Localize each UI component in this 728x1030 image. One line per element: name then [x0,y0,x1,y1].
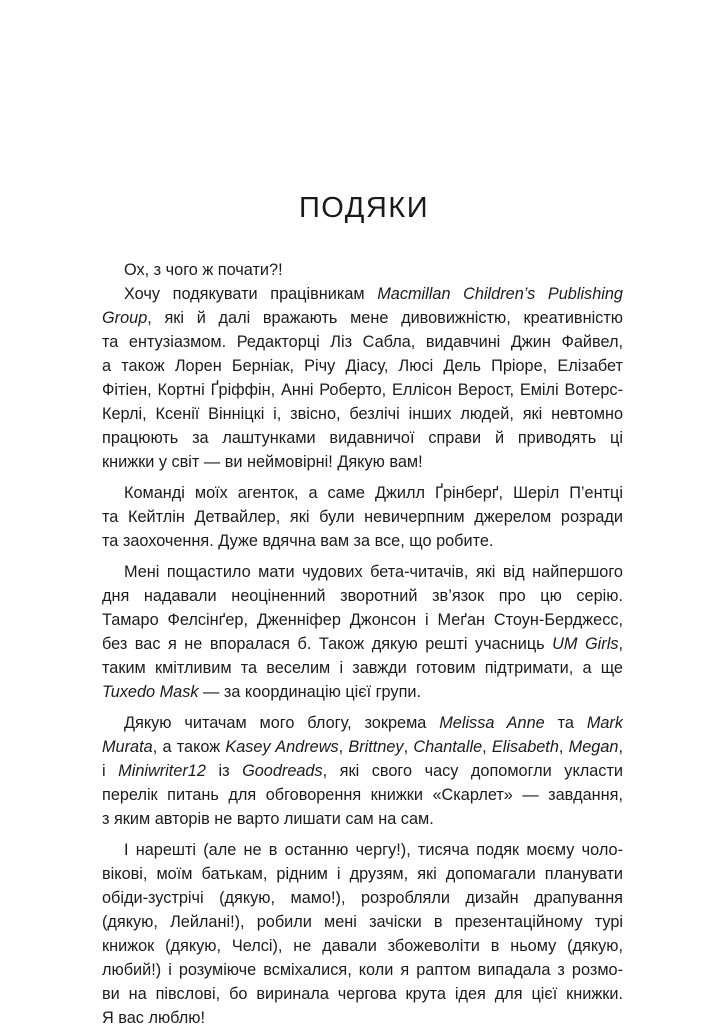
text-run: а також Лорен Берніак, Річу Діасу, Люсі Дель Пріоре, Елізабет [102,357,623,375]
text-run: дня надавали неоціненний зворотний зв’язок про цю серію. [102,587,623,605]
italic-text-run: Miniwriter12 [118,762,206,780]
text-run: Я вас люблю! [102,1009,206,1027]
text-run: обіди-зустрічі (дякую, мамо!), розробляли дизайн драпування [102,889,623,907]
text-line [102,378,623,402]
text-run: , [482,738,492,756]
text-run: , які свого часу допомогли укласти [322,762,623,780]
text-run: Керлі, Ксенії Вінніцкі і, звісно, безлічі інших людей, які невтомно [102,405,623,423]
italic-text-run: Goodreads [242,762,323,780]
text-run: перелік питань для обговорення книжки «Скарлет» — завдання, [102,786,623,804]
text-run: із [205,762,243,780]
text-line [102,838,623,862]
italic-text-run: Murata [102,738,153,756]
text-run: і [102,762,119,780]
text-run: , [618,738,623,756]
text-line [102,258,623,282]
text-line [102,354,623,378]
text-run: ви на півслові, бо виринала чергова крута ідея для цієї книжки. [102,985,623,1003]
text-run: , [618,635,623,653]
text-line [102,426,623,450]
text-run: без вас я не впоралася б. Також дякую решті учасниць [102,635,553,653]
paragraph-gap [102,831,623,838]
text-line [102,632,623,656]
text-run: , [338,738,349,756]
text-line [102,910,623,934]
italic-text-run: Tuxedo Mask [102,683,199,701]
text-run: Ох, з чого ж почати?! [124,261,283,279]
text-run: , які й далі вражають мене дивовижністю, креативністю [147,309,623,327]
text-run: книжки у світ — ви неймовірні! Дякую вам! [102,453,423,471]
text-run: з яким авторів не варто лишати сам на сам. [102,810,434,828]
italic-text-run: Melissa Anne [439,714,545,732]
italic-text-run: Elisabeth [491,738,559,756]
text-line [102,306,623,330]
italic-text-run: Megan [568,738,619,756]
text-run: Хочу подякувати працівникам [124,285,378,303]
text-line [102,934,623,958]
text-run: Дякую читачам мого блогу, зокрема [124,714,440,732]
text-line [102,584,623,608]
italic-text-run: UM Girls [552,635,619,653]
text-line [102,656,623,680]
page-title: ПОДЯКИ [298,192,430,224]
italic-text-run: Mark [586,714,623,732]
text-line [102,807,623,831]
paragraph-gap [102,704,623,711]
text-line [102,680,623,704]
paragraph-gap [102,553,623,560]
text-run: Тамаро Фелсінґер, Дженніфер Джонсон і Меґан Стоун-Берджесс, [102,611,623,629]
text-run: та заохочення. Дуже вдячна вам за все, що робите. [102,532,494,550]
italic-text-run: Chantalle [413,738,483,756]
acknowledgements-text [102,258,623,1030]
text-line [102,1006,623,1030]
text-line [102,282,623,306]
text-run: Мені пощастило мати чудових бета-читачів, які від найпершого [124,563,623,581]
italic-text-run: Macmillan Children’s Publishing [377,285,623,303]
text-line [102,529,623,553]
paragraph-gap [102,474,623,481]
text-line [102,608,623,632]
text-line [102,862,623,886]
italic-text-run: Brittney [348,738,404,756]
text-line [102,402,623,426]
text-line [102,481,623,505]
text-run: Фітіен, Кортні Ґріффін, Анні Роберто, Еллісон Верост, Емілі Вотерс- [102,381,623,399]
text-line [102,958,623,982]
text-line [102,982,623,1006]
text-run: працюють за лаштунками видавничої справи й приводять ці [102,429,623,447]
text-run: та [544,714,587,732]
text-line [102,759,623,783]
text-run: та ентузіазмом. Редакторці Ліз Сабла, видавчині Джин Файвел, [102,333,623,351]
text-run: книжок (дякую, Челсі), не давали збожеволіти в ньому (дякую, [102,937,623,955]
text-line [102,450,623,474]
text-run: І нарешті (але не в останню чергу!), тисяча подяк моєму чоло- [124,841,623,859]
text-run: та Кейтлін Детвайлер, які були невичерпним джерелом розради [102,508,623,526]
italic-text-run: Kasey Andrews [225,738,339,756]
italic-text-run: Group [102,309,148,327]
text-run: , [558,738,569,756]
text-run: — за координацію цієї групи. [198,683,421,701]
text-run: Команді моїх агенток, а саме Джилл Ґрінберґ, Шеріл П’ентці [124,484,623,502]
text-run: (дякую, Лейлані!), робили мені зачіски в презентаційному турі [102,913,623,931]
text-run: таким кмітливим та веселим і завжди готовим підтримати, а ще [102,659,623,677]
text-run: любий!) і розуміюче всміхалися, коли я раптом випадала з розмо- [102,961,623,979]
text-run: , [403,738,414,756]
text-line [102,886,623,910]
text-line [102,505,623,529]
text-line [102,711,623,735]
text-run: , а також [152,738,226,756]
text-line [102,735,623,759]
text-run: вікові, моїм батькам, рідним і друзям, які допомагали планувати [102,865,623,883]
text-line [102,330,623,354]
text-line [102,560,623,584]
text-line [102,783,623,807]
